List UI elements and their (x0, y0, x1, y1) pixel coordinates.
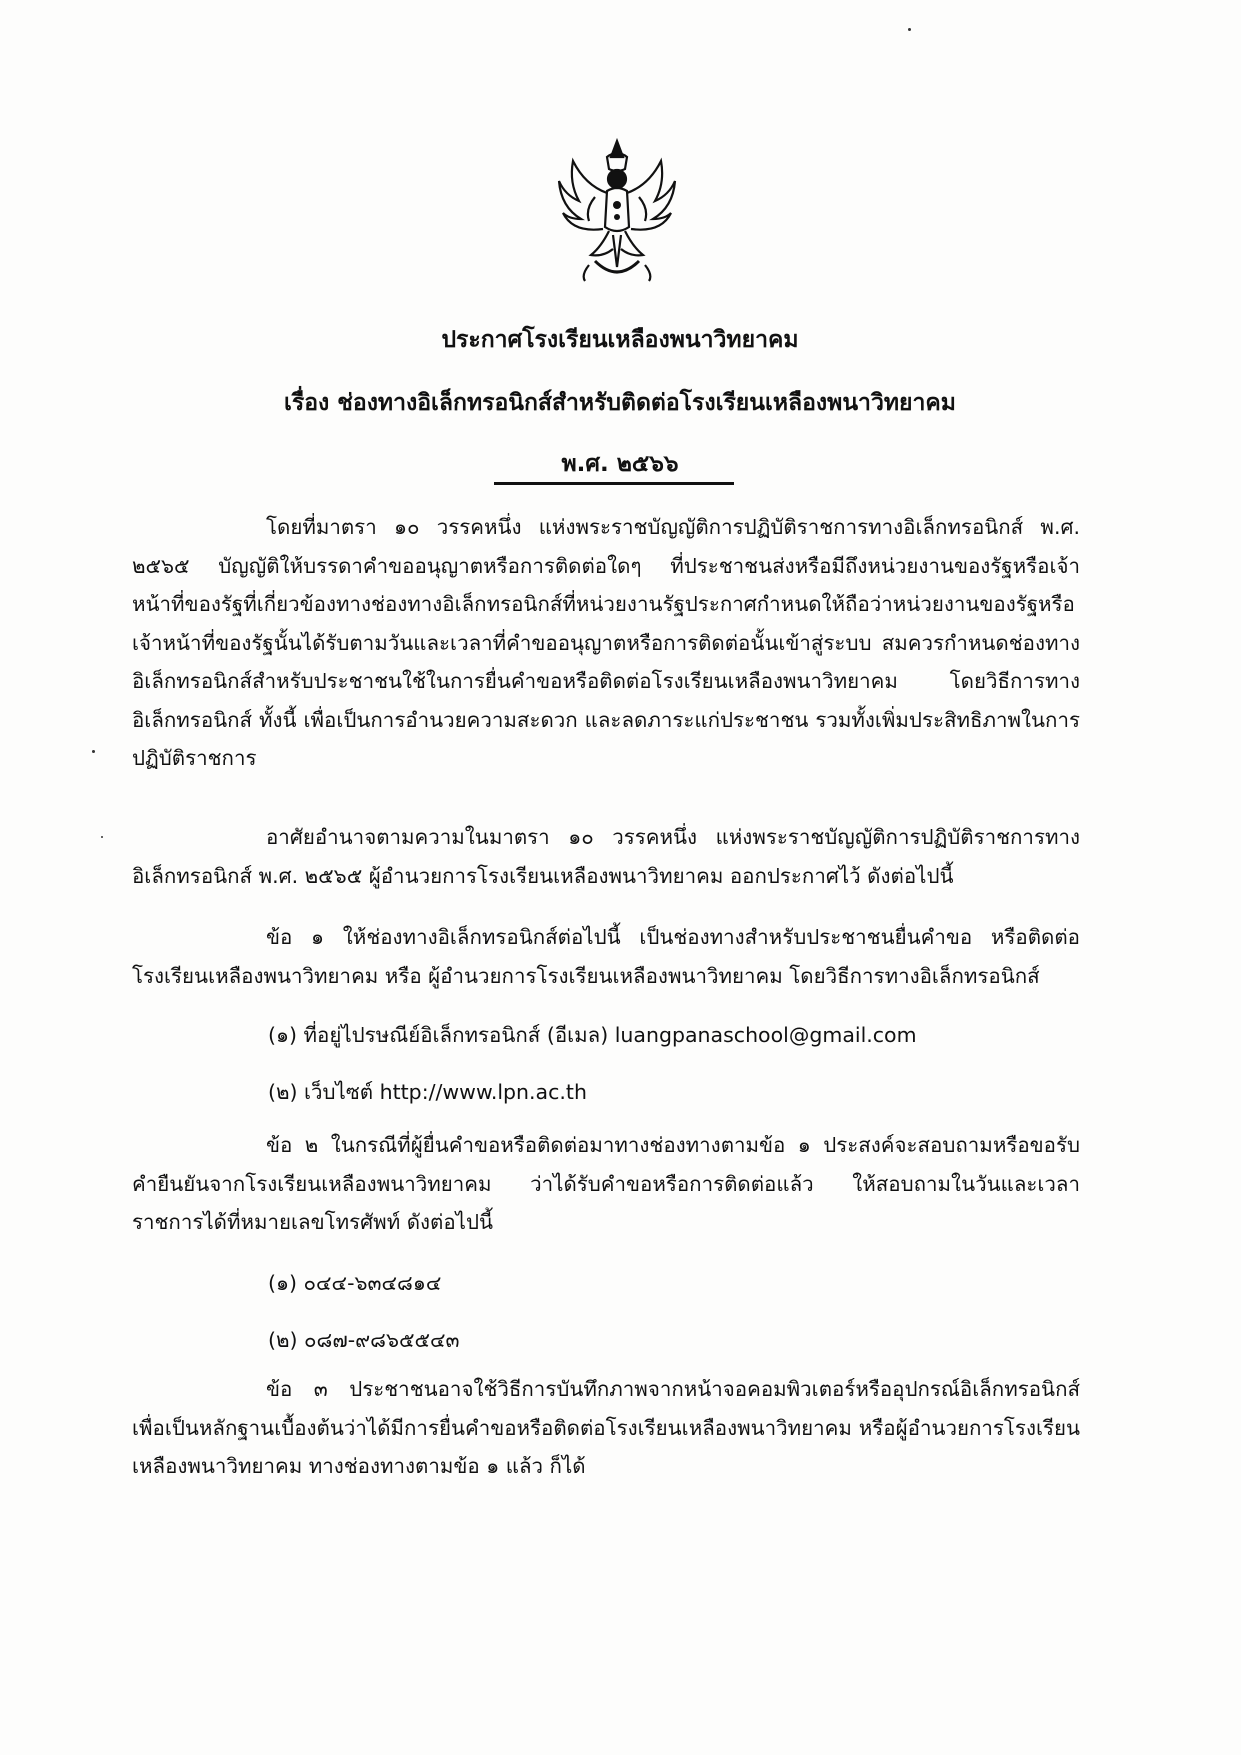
announcement-subject: เรื่อง ช่องทางอิเล็กทรอนิกส์สำหรับติดต่อโรงเรียนเหลืองพนาวิทยาคม (284, 390, 956, 416)
paragraph-preamble: โดยที่มาตรา ๑๐ วรรคหนึ่ง แห่งพระราชบัญญัติการปฏิบัติราชการทางอิเล็กทรอนิกส์ พ.ศ. ๒๕๖๕ บัญญัติให้บรรดาคำขออนุญาตหรือการติดต่อใดๆ ที่ประชาชนส่งหรือมีถึงหน่วยงานของรัฐหรือเจ้าหน้าที่ของรัฐที่เกี่ยวข้องทางช่องทางอิเล็กทรอนิกส์ที่หน่วยงานรัฐประกาศกำหนดให้ถือว่าหน่วยงานของรัฐหรือเจ้าหน้าที่ของรัฐนั้นได้รับตามวันและเวลาที่คำขออนุญาตหรือการติดต่อนั้นเข้าสู่ระบบ สมควรกำหนดช่องทางอิเล็กทรอนิกส์สำหรับประชาชนใช้ในการยื่นคำขอหรือติดต่อโรงเรียนเหลืองพนาวิทยาคม โดยวิธีการทางอิเล็กทรอนิกส์ ทั้งนี้ เพื่อเป็นการอำนวยความสะดวก และลดภาระแก่ประชาชน รวมทั้งเพิ่มประสิทธิภาพในการปฏิบัติราชการ (132, 515, 1080, 770)
paragraph-authority: อาศัยอำนาจตามความในมาตรา ๑๐ วรรคหนึ่ง แห่งพระราชบัญญัติการปฏิบัติราชการทางอิเล็กทรอนิกส์ พ.ศ. ๒๕๖๕ ผู้อำนวยการโรงเรียนเหลืองพนาวิทยาคม ออกประกาศไว้ ดังต่อไปนี้ (132, 825, 1080, 888)
garuda-emblem-icon (555, 135, 680, 285)
scan-speck (101, 836, 103, 838)
scan-speck (92, 750, 95, 753)
scan-speck (908, 28, 911, 31)
channel-email: (๑) ที่อยู่ไปรษณีย์อิเล็กทรอนิกส์ (อีเมล) luangpanaschool@gmail.com (268, 1023, 917, 1047)
paragraph-clause-2: ข้อ ๒ ในกรณีที่ผู้ยื่นคำขอหรือติดต่อมาทางช่องทางตามข้อ ๑ ประสงค์จะสอบถามหรือขอรับคำยืนยันจากโรงเรียนเหลืองพนาวิทยาคม ว่าได้รับคำขอหรือการติดต่อแล้ว ให้สอบถามในวันและเวลาราชการได้ที่หมายเลขโทรศัพท์ ดังต่อไปนี้ (132, 1133, 1080, 1234)
title-divider (494, 482, 734, 485)
announcement-title: ประกาศโรงเรียนเหลืองพนาวิทยาคม (441, 327, 799, 353)
phone-number-1: (๑) ๐๔๔-๖๓๔๘๑๔ (268, 1271, 442, 1295)
announcement-year: พ.ศ. ๒๕๖๖ (561, 451, 679, 477)
paragraph-clause-3: ข้อ ๓ ประชาชนอาจใช้วิธีการบันทึกภาพจากหน้าจอคอมพิวเตอร์หรืออุปกรณ์อิเล็กทรอนิกส์เพื่อเป็นหลักฐานเบื้องต้นว่าได้มีการยื่นคำขอหรือติดต่อโรงเรียนเหลืองพนาวิทยาคม หรือผู้อำนวยการโรงเรียนเหลืองพนาวิทยาคม ทางช่องทางตามข้อ ๑ แล้ว ก็ได้ (132, 1377, 1080, 1478)
phone-number-2: (๒) ๐๘๗-๙๘๖๕๕๔๓ (268, 1328, 460, 1352)
channel-website: (๒) เว็บไซต์ http://www.lpn.ac.th (268, 1080, 587, 1104)
paragraph-clause-1: ข้อ ๑ ให้ช่องทางอิเล็กทรอนิกส์ต่อไปนี้ เป็นช่องทางสำหรับประชาชนยื่นคำขอ หรือติดต่อโรงเรียนเหลืองพนาวิทยาคม หรือ ผู้อำนวยการโรงเรียนเหลืองพนาวิทยาคม โดยวิธีการทางอิเล็กทรอนิกส์ (132, 925, 1080, 988)
